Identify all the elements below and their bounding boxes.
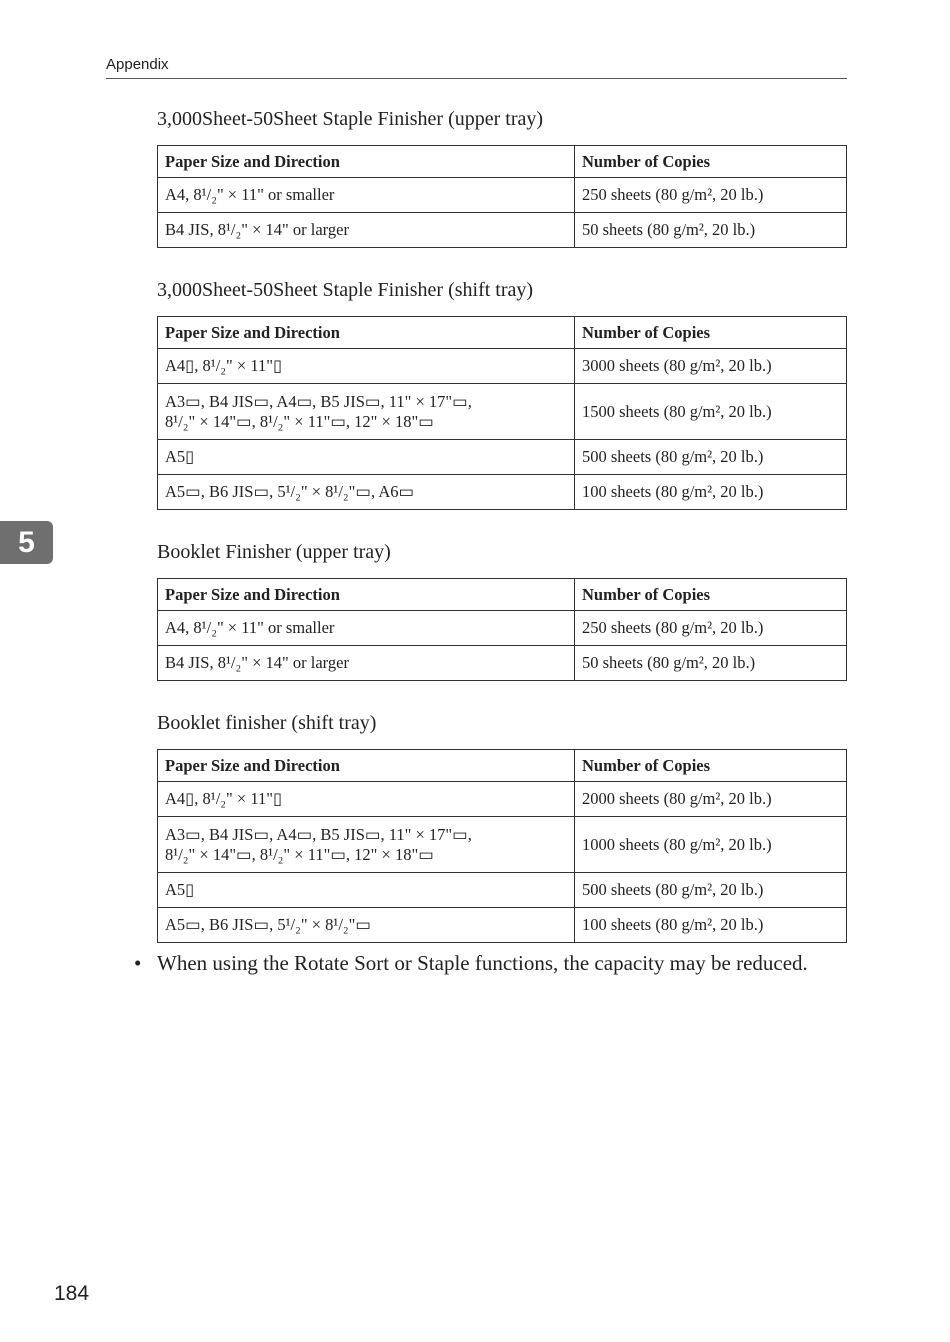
paper-size-cell: A4, 8¹/₂" × 11" or smaller <box>158 611 575 646</box>
page-number: 184 <box>54 1282 90 1305</box>
paper-size-line: A3▭, B4 JIS▭, A4▭, B5 JIS▭, 11" × 17"▭, <box>165 824 472 844</box>
copies-cell: 1500 sheets (80 g/m², 20 lb.) <box>575 384 847 440</box>
table-header-row <box>158 146 847 178</box>
copies-cell: 3000 sheets (80 g/m², 20 lb.) <box>575 349 847 384</box>
column-header-copies: Number of Copies <box>575 579 847 611</box>
table-row <box>158 384 847 440</box>
paper-size-line: A3▭, B4 JIS▭, A4▭, B5 JIS▭, 11" × 17"▭, <box>165 391 472 411</box>
table-row <box>158 611 847 646</box>
capacity-table <box>157 316 847 510</box>
table-row <box>158 782 847 817</box>
column-header-size: Paper Size and Direction <box>158 317 575 349</box>
column-header-copies: Number of Copies <box>575 317 847 349</box>
table-row <box>158 646 847 681</box>
table-row <box>158 873 847 908</box>
capacity-table <box>157 749 847 943</box>
table-row <box>158 178 847 213</box>
table-row <box>158 908 847 943</box>
copies-cell: 100 sheets (80 g/m², 20 lb.) <box>575 475 847 510</box>
copies-cell: 250 sheets (80 g/m², 20 lb.) <box>575 178 847 213</box>
copies-cell: 2000 sheets (80 g/m², 20 lb.) <box>575 782 847 817</box>
copies-cell: 50 sheets (80 g/m², 20 lb.) <box>575 213 847 248</box>
copies-cell: 100 sheets (80 g/m², 20 lb.) <box>575 908 847 943</box>
copies-cell: 250 sheets (80 g/m², 20 lb.) <box>575 611 847 646</box>
paper-size-cell: A4, 8¹/₂" × 11" or smaller <box>158 178 575 213</box>
paper-size-cell: A5▭, B6 JIS▭, 5¹/₂" × 8¹/₂"▭, A6▭ <box>158 475 575 510</box>
table-row <box>158 475 847 510</box>
section-title: 3,000Sheet-50Sheet Staple Finisher (upper tray) <box>157 108 544 130</box>
section-title: 3,000Sheet-50Sheet Staple Finisher (shift tray) <box>157 279 534 301</box>
table-row <box>158 349 847 384</box>
paper-size-cell <box>158 384 575 440</box>
paper-size-line: 8¹/₂" × 14"▭, 8¹/₂" × 11"▭, 12" × 18"▭ <box>165 411 434 431</box>
paper-size-cell: B4 JIS, 8¹/₂" × 14" or larger <box>158 213 575 248</box>
paper-size-cell: A4▯, 8¹/₂" × 11"▯ <box>158 349 575 384</box>
section-title: Booklet finisher (shift tray) <box>157 712 377 734</box>
table-row <box>158 440 847 475</box>
paper-size-line: 8¹/₂" × 14"▭, 8¹/₂" × 11"▭, 12" × 18"▭ <box>165 844 434 864</box>
bullet-marker: • <box>134 951 142 975</box>
copies-cell: 500 sheets (80 g/m², 20 lb.) <box>575 440 847 475</box>
paper-size-cell: A5▯ <box>158 440 575 475</box>
chapter-tab: 5 <box>0 521 53 564</box>
column-header-size: Paper Size and Direction <box>158 146 575 178</box>
column-header-copies: Number of Copies <box>575 750 847 782</box>
table-row <box>158 213 847 248</box>
capacity-table <box>157 145 847 248</box>
column-header-size: Paper Size and Direction <box>158 579 575 611</box>
paper-size-cell <box>158 817 575 873</box>
table-header-row <box>158 317 847 349</box>
table-header-row <box>158 579 847 611</box>
copies-cell: 1000 sheets (80 g/m², 20 lb.) <box>575 817 847 873</box>
section-title: Booklet Finisher (upper tray) <box>157 541 391 563</box>
capacity-table <box>157 578 847 681</box>
paper-size-cell: A5▯ <box>158 873 575 908</box>
paper-size-cell: A5▭, B6 JIS▭, 5¹/₂" × 8¹/₂"▭ <box>158 908 575 943</box>
copies-cell: 500 sheets (80 g/m², 20 lb.) <box>575 873 847 908</box>
note-text: When using the Rotate Sort or Staple functions, the capacity may be reduced. <box>157 951 808 975</box>
table-header-row <box>158 750 847 782</box>
running-title: Appendix <box>106 56 169 73</box>
copies-cell: 50 sheets (80 g/m², 20 lb.) <box>575 646 847 681</box>
column-header-size: Paper Size and Direction <box>158 750 575 782</box>
paper-size-cell: A4▯, 8¹/₂" × 11"▯ <box>158 782 575 817</box>
running-header <box>106 56 847 79</box>
paper-size-cell: B4 JIS, 8¹/₂" × 14" or larger <box>158 646 575 681</box>
column-header-copies: Number of Copies <box>575 146 847 178</box>
table-row <box>158 817 847 873</box>
